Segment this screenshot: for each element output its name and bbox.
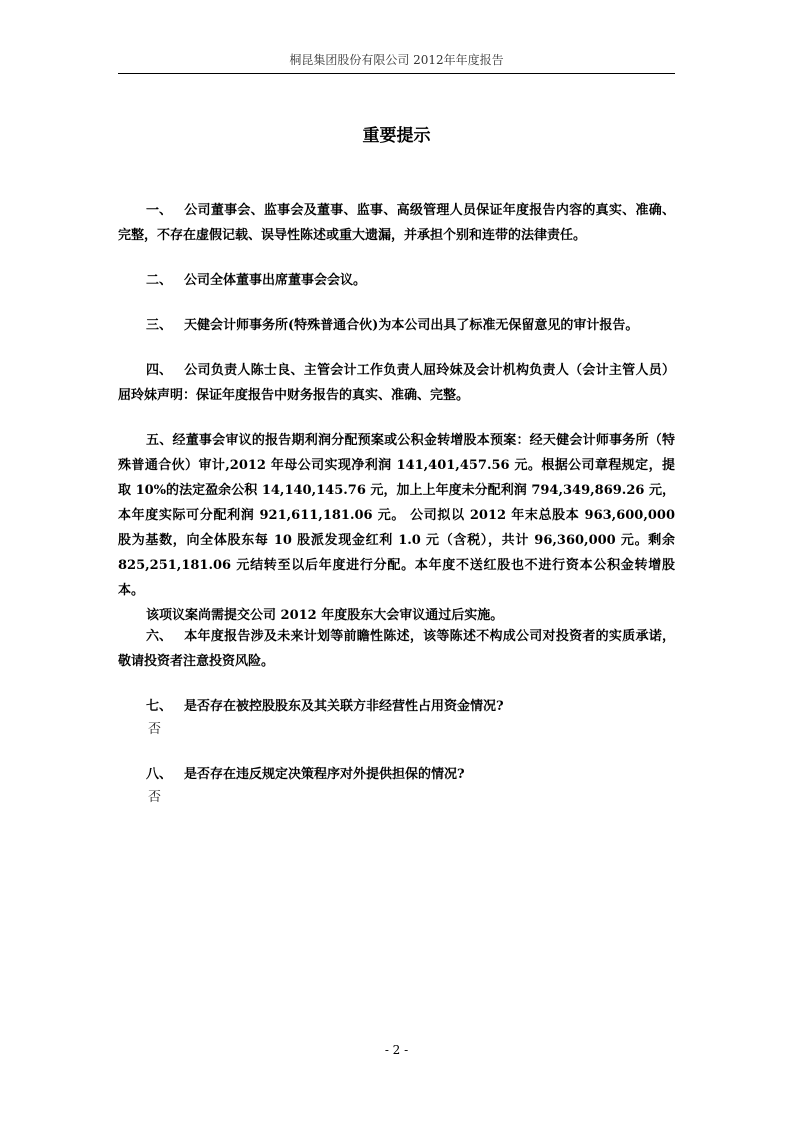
profit-distribution-text: 五、经董事会审议的报告期利润分配预案或公积金转增股本预案：经天健会计师事务所（特殊普通合伙）审计,2012 年母公司实现净利润 141,401,457.56 元。根据公司章程规定，提取 10%的法定盈余公积 14,140,145.76 元，加上上年度未分配利润 794,349,869.26 元，本年度实际可分配利润 921,611,181.06 元。 公司拟以 2012 年末总股本 963,600,000 股为基数，向全体股东每 10 股派发现金红利 1.0 元（含税），共计 96,360,000 元。剩余 825,251,181.06 元结转至以后年度进行分配。本年度不送红股也不进行资本公积金转增股本。 xyxy=(118,433,675,598)
item-text: 是否存在违反规定决策程序对外提供担保的情况? xyxy=(184,767,465,782)
item-text: 天健会计师事务所(特殊普通合伙)为本公司出具了标准无保留意见的审计报告。 xyxy=(184,318,639,333)
notice-item-3 xyxy=(118,313,675,338)
item-number: 二、 xyxy=(146,273,173,288)
page-number: - 2 - xyxy=(384,1043,409,1057)
item-text: 公司全体董事出席董事会会议。 xyxy=(184,273,367,288)
item-number: 三、 xyxy=(146,318,173,333)
item-text: 本年度报告涉及未来计划等前瞻性陈述，该等陈述不构成公司对投资者的实质承诺，敬请投资者注意投资风险。 xyxy=(118,629,675,669)
notice-item-4 xyxy=(118,358,675,408)
notice-item-7 xyxy=(118,694,675,741)
notice-item-6 xyxy=(118,624,675,674)
item-number: 六、 xyxy=(146,629,173,644)
running-header: 桐昆集团股份有限公司 2012年年度报告 xyxy=(289,53,504,67)
page-title: 重要提示 xyxy=(362,126,431,146)
item-number: 四、 xyxy=(146,363,173,378)
item-answer: 否 xyxy=(148,722,162,737)
header-divider xyxy=(118,73,675,74)
item-number: 八、 xyxy=(146,767,173,782)
item-text: 公司董事会、监事会及董事、监事、高级管理人员保证年度报告内容的真实、准确、完整，不存在虚假记载、误导性陈述或重大遗漏，并承担个别和连带的法律责任。 xyxy=(118,203,675,243)
item-number: 七、 xyxy=(146,699,173,714)
notice-item-5 xyxy=(118,428,675,628)
item-number: 一、 xyxy=(146,203,173,218)
item-text: 公司负责人陈士良、主管会计工作负责人屈玲妹及会计机构负责人（会计主管人员）屈玲妹声明：保证年度报告中财务报告的真实、准确、完整。 xyxy=(118,363,675,403)
shareholder-approval-text: 该项议案尚需提交公司 2012 年度股东大会审议通过后实施。 xyxy=(146,608,504,623)
notice-item-8 xyxy=(118,762,675,809)
item-answer: 否 xyxy=(148,790,162,805)
notice-item-2 xyxy=(118,268,675,293)
item-text: 是否存在被控股股东及其关联方非经营性占用资金情况? xyxy=(184,699,504,714)
notice-item-1 xyxy=(118,198,675,248)
